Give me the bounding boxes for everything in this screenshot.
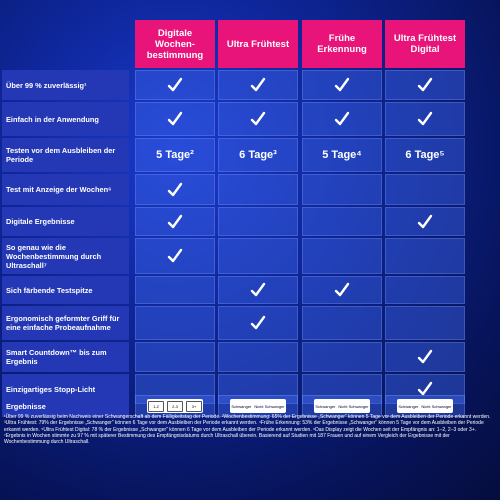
table-cell — [385, 306, 465, 340]
checkmark-icon — [333, 111, 351, 127]
table-cell — [135, 306, 215, 340]
table-cell — [385, 342, 465, 372]
row-label: Test mit Anzeige der Wochen⁶ — [2, 174, 129, 205]
result-weeks-label: 1-2 — [148, 401, 164, 412]
row-label: Über 99 % zuverlässig¹ — [2, 70, 129, 100]
footnote: ¹Über 99 % zuverlässig beim Nachweis einer Schwangerschaft ab dem Fälligkeitstag der Periode. ²Wochenbestimmung: 65% der Ergebnisse „Schwanger“ können 5 Tage vor dem Ausbleiben der Periode erkannt werden. ³Ultra Frühtest: 79% der Ergebnisse „Schwanger“ können 6 Tage vor dem Ausbleiben der Periode erkannt werden. ⁴Frühe Erkennung: 53% der Ergebnisse „Schwanger“ können 5 Tage vor dem Ausbleiben der Periode erkannt werden. ⁵Ultra Frühtest Digital: 78 % der Ergebnisse „Schwanger“ können 6 Tage vor dem Ausbleiben der Periode erkannt werden. ⁶Das Display zeigt die Wochen seit der Empfängnis an: 1–2, 2–3 oder 3+. ⁷Ergebnis in Wochen stimmte zu 97 % mit späterer Bestimmung des Empfängnisdatums durch Ultraschall überein. Basierend auf Studien mit 187 Frauen und auf einem Vergleich der Ergebnisse mit der Wochenbestimmung durch Ultraschall. — [4, 414, 491, 446]
row-label: Testen vor dem Ausbleiben der Periode — [2, 138, 129, 172]
table-cell — [135, 276, 215, 304]
table-cell — [302, 174, 382, 205]
result-text-label: Nicht Schwanger — [421, 403, 452, 409]
table-cell — [385, 70, 465, 100]
column-header-3: Frühe Erkennung — [302, 20, 382, 68]
checkmark-icon — [416, 111, 434, 127]
checkmark-icon — [166, 77, 184, 93]
table-cell — [302, 138, 382, 172]
table-cell — [302, 276, 382, 304]
row-label: Ergebnisse — [2, 395, 129, 417]
result-text-label: Nicht Schwanger — [338, 403, 369, 409]
checkmark-icon — [166, 111, 184, 127]
days-value: 5 Tage² — [156, 149, 194, 161]
result-weeks-label: 2-3 — [167, 401, 183, 412]
table-cell — [135, 70, 215, 100]
row-label: Sich färbende Testspitze — [2, 276, 129, 304]
checkmark-icon — [333, 77, 351, 93]
table-cell — [135, 138, 215, 172]
row-label: Digitale Ergebnisse — [2, 207, 129, 236]
row-label: So genau wie die Wochenbestimmung durch Ultraschall⁷ — [2, 238, 129, 274]
checkmark-icon — [249, 315, 267, 331]
checkmark-icon — [166, 214, 184, 230]
table-cell — [135, 342, 215, 372]
result-text-label: Schwanger — [315, 403, 336, 409]
table-cell — [218, 306, 298, 340]
table-cell — [218, 102, 298, 136]
column-header-2: Ultra Frühtest — [218, 20, 298, 68]
table-cell — [218, 174, 298, 205]
result-display-2 — [230, 399, 286, 413]
table-cell — [218, 276, 298, 304]
table-cell — [385, 138, 465, 172]
table-cell — [135, 207, 215, 236]
table-cell — [218, 70, 298, 100]
result-text-label: Nicht Schwanger — [254, 403, 285, 409]
result-text-label: Schwanger — [231, 403, 252, 409]
table-cell — [302, 238, 382, 274]
column-header-1: Digitale Wochen-bestimmung — [135, 20, 215, 68]
checkmark-icon — [416, 349, 434, 365]
checkmark-icon — [249, 77, 267, 93]
table-cell — [302, 102, 382, 136]
table-cell — [385, 207, 465, 236]
days-value: 5 Tage⁴ — [322, 149, 362, 161]
checkmark-icon — [166, 182, 184, 198]
days-value: 6 Tage³ — [239, 149, 277, 161]
result-display-1 — [147, 399, 203, 413]
table-cell — [218, 138, 298, 172]
table-cell — [385, 174, 465, 205]
result-display-3 — [314, 399, 370, 413]
checkmark-icon — [249, 111, 267, 127]
table-cell — [302, 70, 382, 100]
checkmark-icon — [416, 214, 434, 230]
days-value: 6 Tage⁵ — [405, 149, 445, 161]
checkmark-icon — [333, 282, 351, 298]
table-cell — [218, 207, 298, 236]
table-cell — [385, 276, 465, 304]
table-cell — [385, 238, 465, 274]
row-label: Ergonomisch geformter Griff für eine einfache Probeaufnahme — [2, 306, 129, 340]
result-text-label: Schwanger — [398, 403, 419, 409]
row-label: Einfach in der Anwendung — [2, 102, 129, 136]
table-cell — [135, 238, 215, 274]
table-cell — [302, 342, 382, 372]
table-cell — [135, 174, 215, 205]
result-weeks-label: 3+ — [186, 401, 202, 412]
column-header-4: Ultra Frühtest Digital — [385, 20, 465, 68]
table-cell — [135, 102, 215, 136]
row-label: Smart Countdown™ bis zum Ergebnis — [2, 342, 129, 372]
table-cell — [302, 306, 382, 340]
table-cell — [385, 102, 465, 136]
checkmark-icon — [249, 282, 267, 298]
checkmark-icon — [416, 77, 434, 93]
row-label: Einzigartiges Stopp-Licht — [2, 374, 129, 404]
checkmark-icon — [166, 248, 184, 264]
result-display-4 — [397, 399, 453, 413]
table-cell — [218, 238, 298, 274]
table-cell — [218, 342, 298, 372]
table-cell — [302, 207, 382, 236]
